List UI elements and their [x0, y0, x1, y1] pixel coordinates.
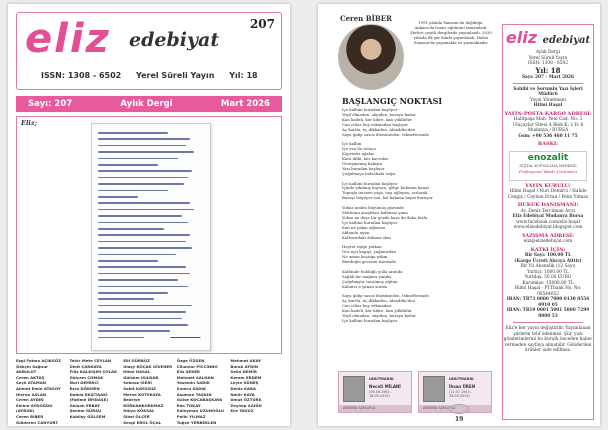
- contributor-name: Damla EKŞİTAAKİ (Fatime İBYDAŞE): [69, 391, 109, 403]
- printer-sub: DİJİTAL KOPYALAMA MERKEZİ: [519, 163, 577, 168]
- contributors-column: [177, 358, 229, 425]
- contributor-name: Emine AYDOĞDU (AYRUN): [16, 402, 53, 414]
- subscription-line: Kurumlar: 15000.00 TL: [522, 280, 574, 286]
- blog-link[interactable]: www.elizedebiyat.blogspot.com: [513, 225, 583, 231]
- handwriting-line: [98, 311, 186, 313]
- issn: ISSN: 1308 - 6502: [41, 71, 122, 80]
- memorial-name: İhsan ÜREN: [449, 384, 476, 389]
- contributor-name: Sabit KAYGISIZ: [123, 385, 157, 391]
- author-bio: 1991 yılında Samsun'da doğduğu. Ankara'da lisans eğitimini tamamladı. Şiirleri çeşitli dergilerde yayımlandı. 2020 yılında ilk şiir kitabı yayımlandı. Halen Samsun'da yaşamakta ve yazmaktadır.: [410, 20, 492, 45]
- contributor-name: Ceren BİBER: [16, 413, 44, 419]
- poem-line: Kan kadeh, kör kibre, kan yüklüdür: [342, 116, 413, 122]
- sidebar-periodical: Aylık Dergi: [535, 50, 561, 55]
- sidebar-issn: ISSN: 1308 - 6502: [528, 61, 568, 66]
- editorial-note: Eliz'e her yayın değiştirilir. Yayımlanan şiirlerin telif ödenmez. Şiir, yazı gönderimlerini bu kurallı önceden haber vermeden sayfaya alınabilir. Gönderilen ürünler iade edilmez.: [503, 326, 593, 354]
- poem-line: Saya gidip sasoz düzsüneden, tekneftezinde: [342, 293, 429, 299]
- sidebar-issue: Sayı: 207 - Mart 2026: [521, 74, 575, 80]
- legal-advisor: Av. Deniz Tercüman Arıcı: [520, 208, 576, 214]
- handwriting-line: [98, 305, 192, 307]
- contributor-name: Umut ÖZTÜRK: [230, 397, 262, 403]
- handwriting-line: [98, 209, 194, 211]
- contributor-name: Deniz KARA: [230, 385, 257, 391]
- contributor-name: Yasemin SADIK: [176, 380, 210, 386]
- poem-line: İçe kalbin: [342, 141, 362, 147]
- handwriting-line: [98, 222, 188, 224]
- divider: [513, 322, 583, 323]
- poem-stanza: [342, 108, 492, 137]
- handwriting-line: [98, 292, 168, 294]
- contributor-name: Hilmi HASAL: [123, 369, 151, 375]
- subscription-line: Bir Sayı: 100.00 TL: [524, 253, 572, 259]
- contributor-name: Gülse KOCABAŞKAYA: [176, 397, 223, 403]
- subscription-line: (Kargo Ücreti Alıcıya Aittir): [514, 258, 582, 264]
- contributor-name: Ümit ÇANKAYA: [69, 363, 102, 369]
- subscription-line: Yurtiçi: 1000.00 TL: [527, 269, 569, 275]
- web-title: Eliz Edebiyat Mudanya Bursa: [512, 214, 584, 220]
- sidebar-local: Yerel Süreli Yayın: [528, 55, 568, 61]
- sidebar-year: Yıl: 18: [535, 65, 561, 75]
- poem-line: Çoğalmıştır tutulmuş eğitim: [342, 278, 398, 284]
- contributor-name: Hülya KÖKSAL: [123, 408, 155, 414]
- memorial-dates: (12.07.1943 - 26.03.2019): [449, 390, 473, 398]
- contributor-name: Seçil ATAMAN: [16, 380, 46, 386]
- logo-subtitle: edebiyat: [129, 29, 220, 51]
- handwriting-line: [98, 330, 170, 332]
- handwriting-line: [98, 177, 188, 179]
- signature: [170, 328, 204, 338]
- contributor-name: Sevgi EROL ÖÇAL: [123, 419, 162, 425]
- contributors-list: [16, 358, 282, 424]
- poem-line: Aç kurtlu, üç dikkaden, Alaaddin'den: [342, 298, 415, 304]
- memorial-name: Necati MİLANİ: [369, 384, 401, 389]
- memorial-tag: UNUTMADIK: [449, 377, 474, 381]
- memorial-dates: (06.08.1961 - 16.09.2015): [369, 390, 393, 398]
- poem-line: Kan ne yakın ağlarına: [342, 224, 386, 230]
- letter-tag: Eliz;: [21, 119, 37, 127]
- handwriting-line: [98, 138, 190, 140]
- iban-1: IBAN: TR73 0000 7000 0130 0556 0910 05: [506, 297, 590, 308]
- poem-line: Matbunu araştıkça kalbimiz yana: [342, 209, 408, 215]
- poem-title: BAŞLANGIÇ NOKTASI: [342, 96, 443, 106]
- owner-name: Hilmi Haşal: [533, 103, 563, 109]
- handwriting-line: [98, 273, 190, 275]
- poem-stanza: [342, 142, 492, 176]
- memorial-tag: UNUTMADIK: [369, 377, 394, 381]
- issue-number: 207: [249, 17, 275, 31]
- contributor-name: Mehmet AKAY: [230, 358, 262, 363]
- date-label: Mart 2026: [220, 99, 270, 109]
- sidebar-logo-sub: edebiyat: [542, 35, 591, 46]
- subscription-line: Bir Yıl Abonelik (12 Sayı): [520, 264, 576, 270]
- memorial-photo: [343, 376, 365, 402]
- sidebar-logo: [503, 29, 593, 50]
- handwriting-line: [98, 324, 188, 326]
- contributor-name: Özge ÖZGEN: [176, 358, 205, 363]
- poem-stanza: [342, 294, 492, 323]
- contributor-name: Bedriye KORKANKORKMAZ: [123, 397, 164, 408]
- issue-bar: [16, 96, 282, 112]
- masthead: [16, 12, 282, 90]
- memorial-bar: ANISINA SAYGIYLA: [339, 405, 411, 412]
- contributor-name: Gülçem ÇOMAK: [69, 374, 104, 380]
- right-page: [318, 4, 600, 426]
- poem-line: İçe kalbini buradan başlıyor: [342, 107, 398, 112]
- handwritten-letter: [91, 123, 211, 351]
- handwriting-line: [98, 170, 192, 172]
- poem-line: Yeşil elmadan, okyiden, buraya kadar: [342, 111, 416, 117]
- imprint-sidebar: [502, 24, 594, 420]
- contributor-name: Ece YAVUZ: [230, 408, 254, 414]
- poem-line: Kabarcı a yanan surası: [342, 283, 388, 289]
- printer-tagline: Profesyonel Baskı Çözümleri: [518, 169, 578, 175]
- handwritten-letter-box: [16, 116, 282, 354]
- poem-line: Can ciltar buy eskmadan: [342, 303, 392, 309]
- handwriting-line: [98, 132, 168, 134]
- facebook-link[interactable]: www.facebook.com/eliz.haşal: [516, 219, 580, 225]
- handwriting-line: [98, 298, 154, 300]
- contributor-name: Leyla GÜNEŞ: [230, 380, 259, 386]
- poem-line: Burayı büyüyor sen, bir bakıma hepsi kuruyor: [342, 195, 433, 201]
- handwriting-line: [98, 202, 190, 204]
- phone: Gsm: +90 536 460 11 75: [518, 133, 578, 139]
- handwriting-line: [98, 254, 176, 256]
- contributor-name: Selin DEMİR: [230, 369, 257, 375]
- contributor-name: Gökçin Sağnur AKBULUT: [16, 363, 48, 375]
- board-members: Hilmi Haşal / Nuri Demirci / Halide Cengiz / Ceyhun Ertan / Pelin Yılmaz: [507, 189, 589, 200]
- poem-line: Aç kurtlu, üç dikkaden, Alaaddin'den: [342, 126, 415, 132]
- handwriting-line: [98, 145, 186, 147]
- poem-stanza: [342, 182, 492, 202]
- address: Halitpaşa Mah. Yeni Cad. No: 3 Uluçaylar Sitesi A Blok K: 2 D: 6 Mudanya / BURSA: [512, 117, 584, 134]
- contributors-column: [230, 358, 282, 425]
- contributors-column: [16, 358, 68, 425]
- contributor-name: Ceren AKTAŞ: [16, 374, 45, 380]
- poem-line: Çoğalmaya bulsahaki salya: [342, 170, 396, 176]
- poem-line: İçe eva ile tutaça: [342, 146, 376, 152]
- eliz-logo: eliz: [25, 16, 111, 62]
- contributor-name: Gülderen CANYURT: [16, 419, 58, 425]
- poem-stanza: [342, 245, 492, 265]
- poem-line: Köprüsüz ağzlar: [342, 151, 375, 157]
- poem-line: Göröşmemiş bakışta: [342, 160, 383, 166]
- handwriting-line: [98, 286, 188, 288]
- subscription-title: KATKI İÇİN:: [530, 246, 566, 253]
- handwriting-line: [98, 164, 158, 166]
- poem-line: Hayret eşiğe yatkan: [342, 244, 382, 250]
- subscription-line: Yurtdışı: 50.00 EURO: [524, 275, 572, 281]
- bank-account: Hilmi Haşal - PTTbank Hs. No: 00544053: [514, 286, 582, 297]
- poem-line: Içinde yıkılmış hayvan, gölge bulunan kanat: [342, 185, 429, 191]
- contributor-name: Süleyman UZUNOĞLU: [176, 408, 225, 414]
- contributor-name: Eda TOKAY: [176, 402, 201, 408]
- poem-line: Bendeğin gecenin üzerinde: [342, 259, 396, 265]
- contributor-name: Nehir KAYA: [230, 391, 255, 397]
- print-title: BASKI:: [537, 141, 559, 148]
- handwriting-line: [98, 151, 194, 153]
- printer-name: enozalit: [527, 152, 569, 163]
- poem-line: İçe kalbini buradan başlıyor: [342, 180, 398, 186]
- subscription-lines: [503, 253, 593, 286]
- handwriting-line: [98, 196, 138, 198]
- contributor-name: Sebnaz İSERİ: [123, 380, 152, 386]
- contributor-name: Burak AYDIN: [230, 363, 259, 369]
- mail-title: YAZIŞMA ADRESİ:: [522, 232, 574, 239]
- contributor-name: Ceren AYDIN: [16, 397, 44, 403]
- contributor-name: Ahmet Emin ATASOY: [16, 385, 61, 391]
- handwriting-line: [98, 247, 192, 249]
- contributor-name: Tahir Mete CEYLAN: [69, 358, 112, 363]
- contributor-name: Sumru SADIK: [176, 385, 206, 391]
- contributor-name: Şenem GÜRSU: [69, 408, 102, 414]
- contributor-name: Cihanlar PİCCİNNO: [176, 363, 218, 369]
- legal-title: HUKUK DANIŞMANI:: [517, 202, 579, 209]
- contributor-name: Merve KOTEKAYA: [123, 391, 161, 397]
- poem-line: Yeşil elmadan, okyiden, buraya kadar: [342, 312, 416, 318]
- printer-ad: [509, 151, 587, 181]
- poem-line: Yokuz neden büyümüş gözünde: [342, 205, 404, 211]
- contributors-column: [123, 358, 175, 425]
- poem-body: [342, 108, 492, 329]
- contributor-name: Eliz ŞEKER: [176, 369, 200, 375]
- handwriting-line: [98, 228, 164, 230]
- poem-line: Can ciltar buy eskmadan başlıyor: [342, 121, 409, 127]
- poem-line: Kan kadeh, kör kibre, kan yüklüdür: [342, 308, 413, 314]
- contributor-name: Nuri DEMİRCİ: [69, 380, 99, 386]
- contributor-name: Sibel ÖLÇER: [123, 413, 150, 419]
- contributor-name: Ulaşy KOÇAK GİVENER: [123, 363, 173, 369]
- handwriting-line: [98, 215, 182, 217]
- contributor-name: Filiz KALKIŞIM ÇOLAK: [69, 369, 117, 375]
- poem-line: Sağlık bir mağara yanılış: [342, 273, 392, 279]
- contributor-name: Asuman TAŞKIN: [176, 391, 212, 397]
- poem-line: Yoksa ne düşe bir gözde kara da daha fazla: [342, 214, 428, 220]
- divider: [513, 83, 583, 84]
- contributor-name: Tuğçe YERBEKLEN: [176, 419, 217, 425]
- poem-line: Göz açtı kapıyı, yağmurdan: [342, 249, 396, 255]
- contributor-name: Pelin YILMAZ: [176, 413, 206, 419]
- contributor-name: Kubilay GÜLSEM: [69, 413, 106, 419]
- poem-line: Yası buradan başlıyor: [342, 165, 385, 171]
- issue-label: Sayı: 207: [28, 99, 73, 109]
- footer-logo-icon: [449, 404, 469, 414]
- periodical-type: Yerel Süreli Yayın: [136, 71, 215, 80]
- handwriting-line: [98, 337, 144, 339]
- poem-line: İçe kalbini buradan başlıyor: [342, 317, 398, 323]
- board-title: YAYIN KURULU:: [525, 182, 571, 189]
- address-title: YAYIN-POSTA-KARGO ADRESİ:: [504, 110, 592, 117]
- handwriting-line: [98, 260, 158, 262]
- owner-sub: Yayın Yönetmeni: [530, 97, 566, 103]
- contributor-name: Esra DÖKMEN: [69, 385, 100, 391]
- year: Yıl: 18: [229, 71, 258, 80]
- handwriting-line: [98, 234, 190, 236]
- author-name: Ceren BİBER: [340, 14, 392, 23]
- poem-line: Toprağı incinen yaşa, taşı ağlayan, acılarak: [342, 190, 428, 196]
- mail-address[interactable]: eliz@elizedebiyat.com: [523, 239, 573, 245]
- page-number: 19: [455, 416, 464, 423]
- poem-line: Akbunlu uyan: [342, 229, 370, 235]
- handwriting-line: [98, 158, 178, 160]
- owner-title: Sahibi ve Sorumlu Yazı İşleri Müdürü: [513, 86, 583, 98]
- iban-2: IBAN: TR19 0001 5001 5800 7299 0000 53: [506, 308, 590, 319]
- poem-line: İçe kalbini buradan başlıyor: [342, 219, 398, 225]
- left-page: [8, 4, 290, 426]
- poem-line: Saya gidip sasoz düzsüneden, tekneftezinde: [342, 131, 429, 137]
- contributor-name: Hicran ASLAN: [16, 391, 47, 397]
- handwriting-line: [98, 266, 186, 268]
- masthead-info: [41, 71, 270, 80]
- sidebar-logo-text: eliz: [505, 28, 538, 47]
- handwriting-line: [98, 279, 178, 281]
- memorial-bar: ANISINA SAYGIYLA: [419, 405, 491, 412]
- contributor-name: Elif GÜRBÜZ: [123, 358, 150, 363]
- contributor-name: Zeynep ŞAHİN: [230, 402, 262, 408]
- poem-stanza: [342, 270, 492, 290]
- contributor-name: Gülsüm ISILDAR: [123, 374, 159, 380]
- contributor-name: Ezgi Fatma AÇIKGÖZ: [16, 358, 61, 363]
- poem-line: Kalboradaki dolmaz olan: [342, 234, 391, 240]
- contributor-name: Gülşah ERBAY: [69, 402, 101, 408]
- poem-line: Ne aman kaçtığa yakın: [342, 254, 388, 260]
- poem-line: Kara dilbi, kör kavrular: [342, 156, 389, 162]
- memorial-photo: [423, 376, 445, 402]
- type-label: Aylık Dergi: [120, 99, 173, 109]
- handwriting-line: [98, 241, 186, 243]
- poem-stanza: [342, 206, 492, 240]
- memorial-card: [338, 371, 412, 413]
- handwriting-line: [98, 183, 184, 185]
- contributor-name: Kerem ERDEM: [230, 374, 262, 380]
- contributors-column: [70, 358, 122, 425]
- contributor-name: Mehmet SALHAN: [176, 374, 214, 380]
- handwriting-line: [98, 318, 182, 320]
- handwriting-line: [98, 190, 168, 192]
- poem-line: Kalbinde buldağlı yolla aranda: [342, 268, 403, 274]
- author-photo: [338, 24, 404, 90]
